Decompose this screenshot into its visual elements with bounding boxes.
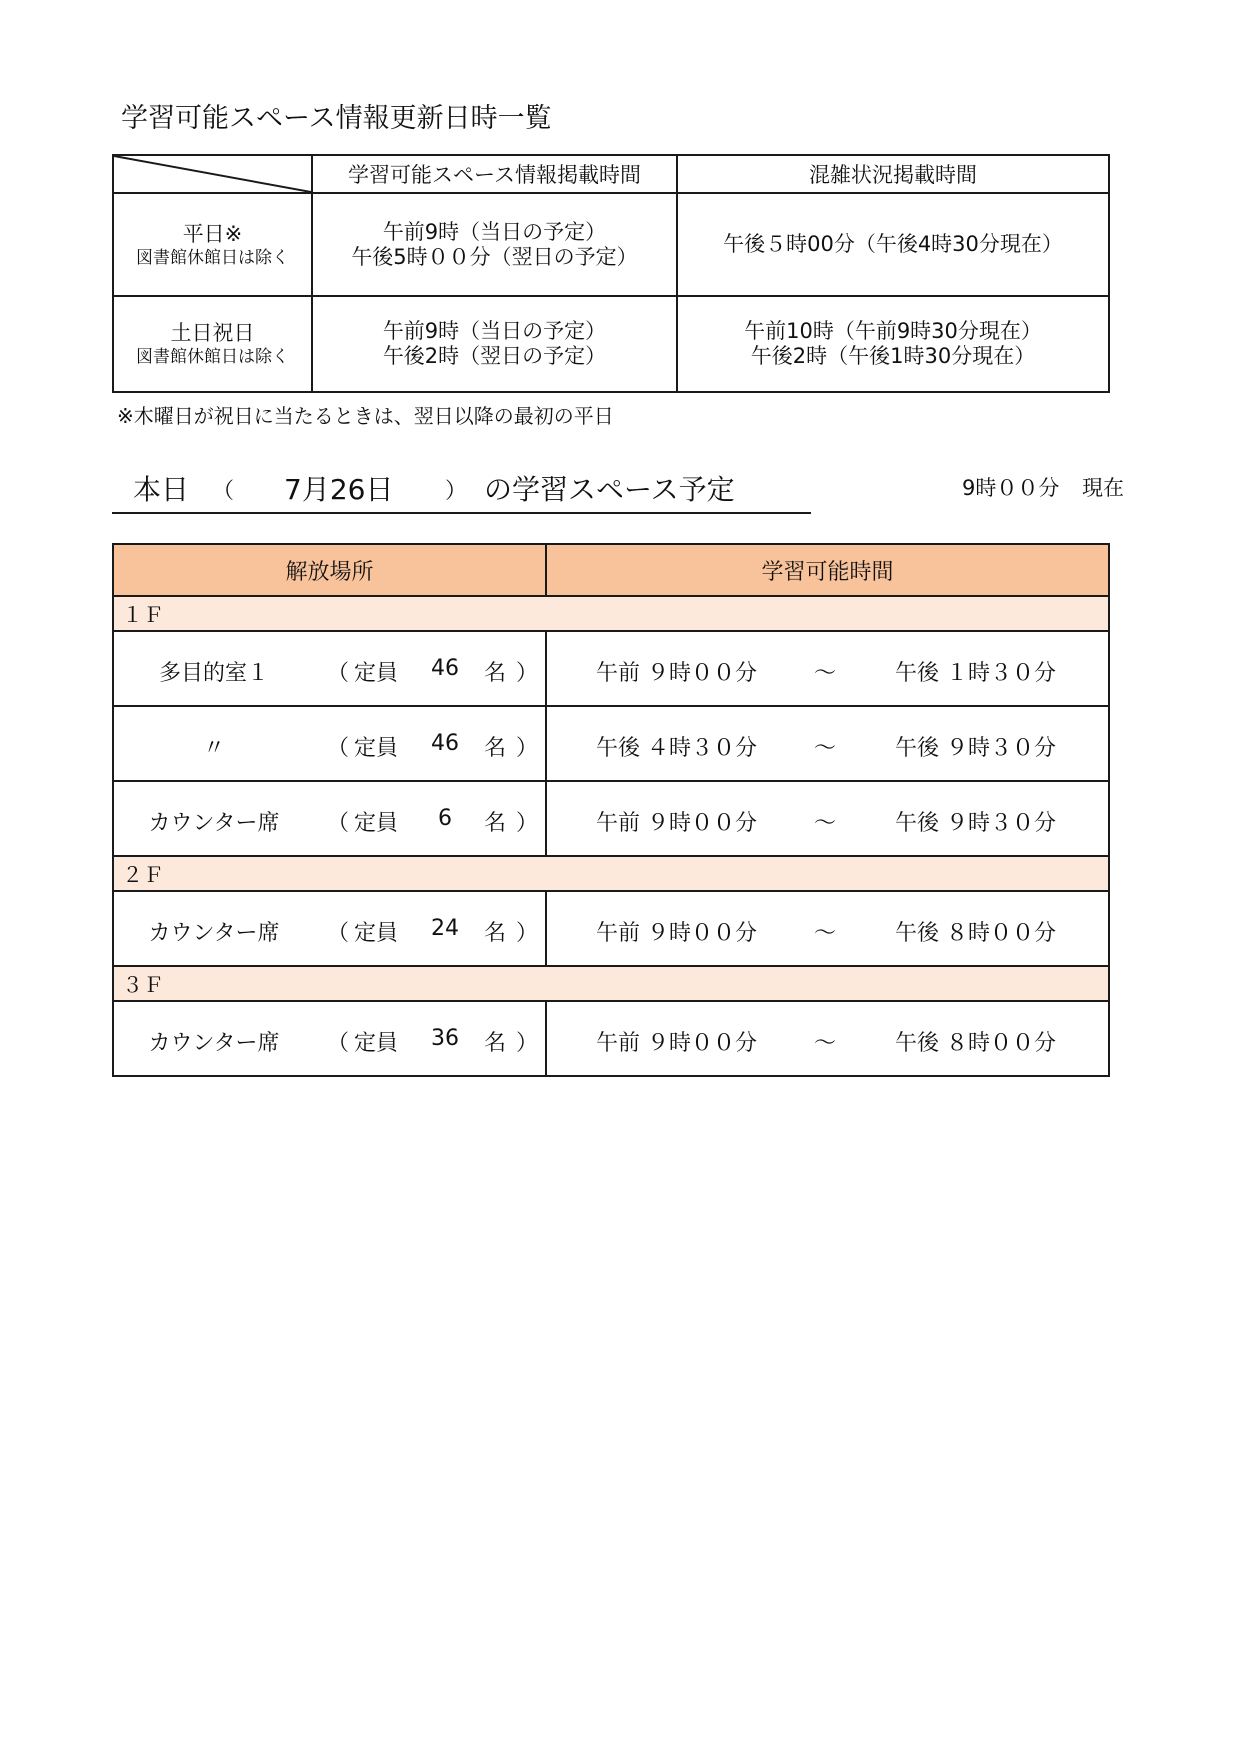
open-paren: （	[212, 479, 235, 504]
page-title: 学習可能スペース情報更新日時一覧	[121, 103, 552, 134]
weekend-space-times	[312, 296, 677, 392]
place-name: カウンター席	[148, 921, 280, 946]
start-time: 午前 ９時００分	[596, 1031, 757, 1056]
close-paren: ）	[516, 736, 539, 761]
today-prefix: 本日	[133, 473, 190, 506]
unit-label: 名	[484, 661, 507, 686]
time-cell	[546, 631, 1109, 706]
weekend-crowd-times	[677, 296, 1109, 392]
capacity-value: 46	[431, 656, 459, 681]
unit-label: 名	[484, 811, 507, 836]
open-paren: （	[327, 736, 350, 761]
time-line: 午後５時00分（午後4時30分現在）	[723, 232, 1063, 256]
time-line: 午後2時（午後1時30分現在）	[750, 344, 1036, 368]
table-row	[113, 891, 1109, 966]
day-label: 土日祝日	[170, 321, 255, 345]
capacity-value: 46	[431, 731, 459, 756]
close-paren: ）	[445, 479, 468, 504]
start-time: 午前 ９時００分	[596, 921, 757, 946]
capacity-label: 定員	[354, 811, 399, 836]
place-cell	[113, 706, 546, 781]
unit-label: 名	[484, 1031, 507, 1056]
time-cell	[546, 781, 1109, 856]
header-crowd-times: 混雑状況掲載時間	[677, 155, 1109, 193]
start-time: 午前 ９時００分	[596, 661, 757, 686]
start-time: 午前 ９時００分	[596, 811, 757, 836]
open-paren: （	[327, 811, 350, 836]
tilde: ～	[814, 921, 837, 946]
time-line: 午後5時００分（翌日の予定）	[351, 244, 638, 269]
as-of-label: 現在	[1082, 476, 1124, 500]
tilde: ～	[814, 811, 837, 836]
close-paren: ）	[516, 1031, 539, 1056]
end-time: 午後 ９時３０分	[895, 811, 1056, 836]
tilde: ～	[814, 1031, 837, 1056]
floor-label: ３Ｆ	[113, 966, 1109, 1001]
open-paren: （	[327, 1031, 350, 1056]
time-line: 午前9時（当日の予定）	[382, 319, 607, 343]
capacity-value: 6	[438, 806, 452, 831]
place-cell	[113, 631, 546, 706]
floor-row	[113, 856, 1109, 891]
as-of-time: 9時００分	[962, 476, 1060, 500]
day-sublabel: 図書館休館日は除く	[136, 347, 289, 367]
end-time: 午後 １時３０分	[895, 661, 1056, 686]
capacity-value: 36	[431, 1026, 459, 1051]
place-name: カウンター席	[148, 811, 280, 836]
capacity-value: 24	[431, 916, 459, 941]
table-row	[113, 631, 1109, 706]
weekday-crowd-times	[677, 193, 1109, 296]
weekend-cell	[113, 296, 312, 392]
open-paren: （	[327, 661, 350, 686]
place-cell	[113, 891, 546, 966]
tilde: ～	[814, 661, 837, 686]
open-paren: （	[327, 921, 350, 946]
floor-label: ２Ｆ	[113, 856, 1109, 891]
footnote: ※木曜日が祝日に当たるときは、翌日以降の最初の平日	[117, 404, 614, 428]
close-paren: ）	[516, 661, 539, 686]
close-paren: ）	[516, 921, 539, 946]
end-time: 午後 ８時００分	[895, 921, 1056, 946]
table-row	[113, 706, 1109, 781]
place-name: 〃	[202, 736, 226, 761]
time-cell	[546, 706, 1109, 781]
time-line: 午前9時（当日の予定）	[382, 219, 607, 244]
today-suffix: の学習スペース予定	[484, 473, 735, 506]
day-sublabel: 図書館休館日は除く	[136, 247, 289, 268]
end-time: 午後 ８時００分	[895, 1031, 1056, 1056]
table-row	[113, 1001, 1109, 1076]
unit-label: 名	[484, 736, 507, 761]
time-line: 午後2時（翌日の予定）	[382, 344, 607, 368]
capacity-label: 定員	[354, 921, 399, 946]
floor-label: １Ｆ	[113, 596, 1109, 631]
capacity-label: 定員	[354, 1031, 399, 1056]
schedule-table	[112, 543, 1110, 1077]
capacity-label: 定員	[354, 661, 399, 686]
time-cell	[546, 1001, 1109, 1076]
floor-row	[113, 596, 1109, 631]
weekday-cell	[113, 193, 312, 296]
capacity-label: 定員	[354, 736, 399, 761]
close-paren: ）	[516, 811, 539, 836]
end-time: 午後 ９時３０分	[895, 736, 1056, 761]
place-cell	[113, 1001, 546, 1076]
today-heading	[112, 462, 811, 514]
header-place: 解放場所	[113, 544, 546, 596]
header-available-time: 学習可能時間	[546, 544, 1109, 596]
time-cell	[546, 891, 1109, 966]
place-name: 多目的室１	[158, 661, 270, 686]
weekday-space-times	[312, 193, 677, 296]
time-line: 午前10時（午前9時30分現在）	[744, 319, 1042, 343]
day-label: 平日※	[182, 221, 243, 246]
floor-row	[113, 966, 1109, 1001]
place-name: カウンター席	[148, 1031, 280, 1056]
start-time: 午後 ４時３０分	[596, 736, 757, 761]
diagonal-header-cell	[113, 155, 312, 193]
update-times-table	[112, 154, 1110, 393]
place-cell	[113, 781, 546, 856]
tilde: ～	[814, 736, 837, 761]
table-row	[113, 781, 1109, 856]
today-date: 7月26日	[284, 473, 394, 506]
header-space-times: 学習可能スペース情報掲載時間	[312, 155, 677, 193]
unit-label: 名	[484, 921, 507, 946]
